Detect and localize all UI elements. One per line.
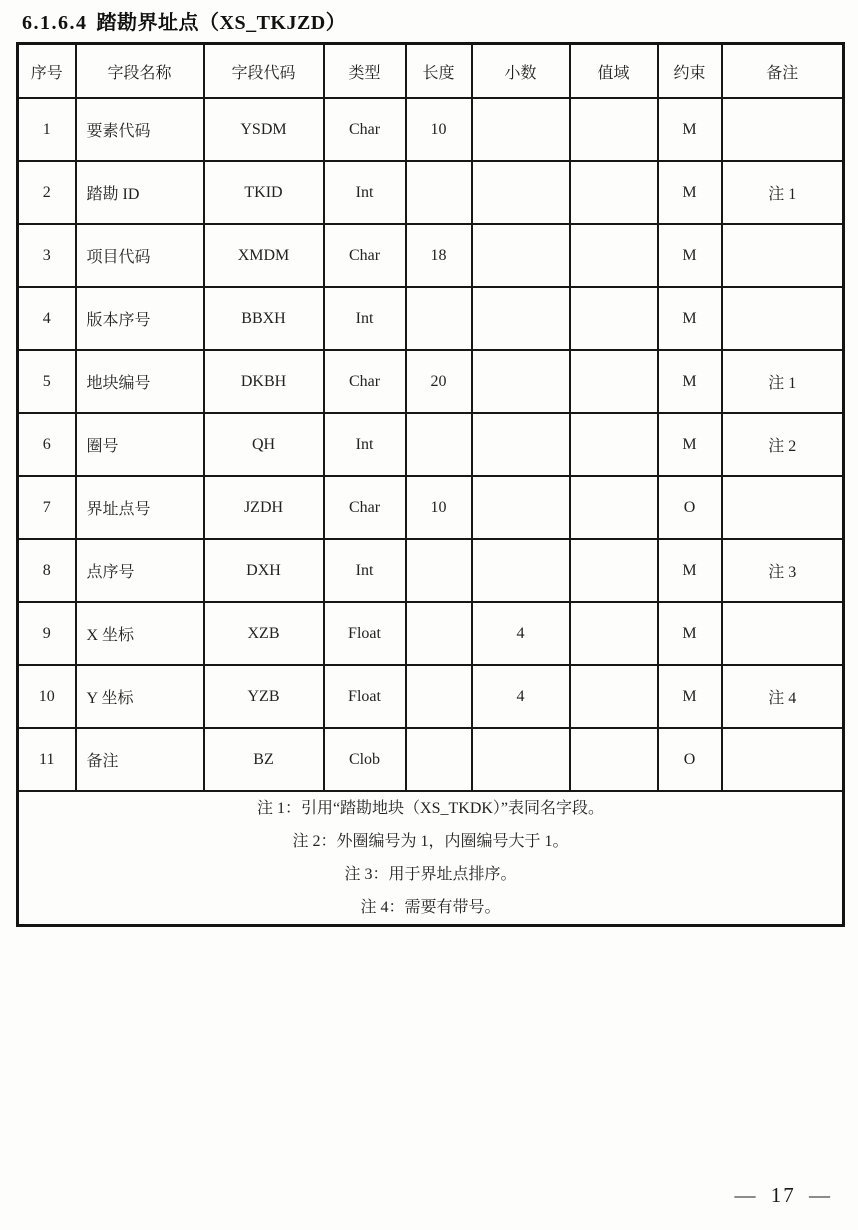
table-cell: 5	[18, 350, 76, 413]
table-row	[18, 98, 844, 161]
table-cell: Float	[324, 602, 406, 665]
table-row	[18, 665, 844, 728]
table-cell: Float	[324, 665, 406, 728]
section-title: 踏勘界址点（XS_TKJZD）	[96, 12, 347, 34]
table-cell: 地块编号	[76, 350, 204, 413]
field-definition-table	[16, 42, 845, 927]
table-cell: JZDH	[204, 476, 324, 539]
table-cell	[570, 350, 658, 413]
column-header: 序号	[18, 44, 76, 99]
column-header: 字段名称	[76, 44, 204, 99]
table-cell: Int	[324, 161, 406, 224]
note-line: 注 1：引用“踏勘地块（XS_TKDK）”表同名字段。	[256, 800, 605, 817]
table-cell: DKBH	[204, 350, 324, 413]
table-cell	[570, 602, 658, 665]
table-row	[18, 161, 844, 224]
table-cell: 界址点号	[76, 476, 204, 539]
table-row	[18, 350, 844, 413]
table-cell	[722, 224, 844, 287]
table-cell	[406, 728, 472, 791]
column-header: 小数	[472, 44, 570, 99]
table-cell: 注 4	[722, 665, 844, 728]
table-cell: 版本序号	[76, 287, 204, 350]
table-cell	[472, 350, 570, 413]
table-cell: Char	[324, 98, 406, 161]
table-row	[18, 602, 844, 665]
table-cell: M	[658, 602, 722, 665]
table-cell: Int	[324, 539, 406, 602]
table-cell	[472, 413, 570, 476]
table-cell	[406, 539, 472, 602]
table-cell: 8	[18, 539, 76, 602]
table-cell: 圈号	[76, 413, 204, 476]
table-row	[18, 224, 844, 287]
table-cell: 20	[406, 350, 472, 413]
table-cell: YSDM	[204, 98, 324, 161]
table-header-row	[18, 44, 844, 99]
table-cell	[472, 539, 570, 602]
table-row	[18, 728, 844, 791]
column-header: 备注	[722, 44, 844, 99]
column-header: 长度	[406, 44, 472, 99]
note-line: 注 4：需要有带号。	[360, 899, 501, 916]
table-cell	[406, 413, 472, 476]
table-cell: 备注	[76, 728, 204, 791]
table-cell: X 坐标	[76, 602, 204, 665]
table-cell: 10	[406, 476, 472, 539]
table-cell	[406, 665, 472, 728]
table-row	[18, 476, 844, 539]
table-cell: O	[658, 476, 722, 539]
table-cell: 10	[406, 98, 472, 161]
table-cell: DXH	[204, 539, 324, 602]
note-line: 注 3：用于界址点排序。	[344, 866, 517, 883]
column-header: 字段代码	[204, 44, 324, 99]
table-cell: 9	[18, 602, 76, 665]
table-row	[18, 413, 844, 476]
table-cell	[570, 476, 658, 539]
table-cell: M	[658, 287, 722, 350]
table-cell: QH	[204, 413, 324, 476]
section-heading	[22, 6, 346, 35]
table-cell	[722, 98, 844, 161]
table-cell: 18	[406, 224, 472, 287]
table-cell: 踏勘 ID	[76, 161, 204, 224]
table-cell: 4	[472, 602, 570, 665]
table-cell: XMDM	[204, 224, 324, 287]
table-cell: M	[658, 350, 722, 413]
table-cell: M	[658, 413, 722, 476]
table-cell: 3	[18, 224, 76, 287]
table-cell: BZ	[204, 728, 324, 791]
table-cell	[570, 161, 658, 224]
table-cell: Y 坐标	[76, 665, 204, 728]
table-cell: 要素代码	[76, 98, 204, 161]
table-cell: 11	[18, 728, 76, 791]
table-cell	[472, 728, 570, 791]
table-cell	[722, 287, 844, 350]
table-cell: Int	[324, 287, 406, 350]
table-row	[18, 539, 844, 602]
table-cell: 注 2	[722, 413, 844, 476]
table-cell	[722, 476, 844, 539]
table-cell: Char	[324, 476, 406, 539]
table-cell: M	[658, 161, 722, 224]
table-cell: 6	[18, 413, 76, 476]
table-cell: O	[658, 728, 722, 791]
table-cell: TKID	[204, 161, 324, 224]
table-cell: BBXH	[204, 287, 324, 350]
table-cell	[722, 728, 844, 791]
table-cell: 4	[18, 287, 76, 350]
table-cell	[570, 413, 658, 476]
table-cell	[406, 287, 472, 350]
table-cell: XZB	[204, 602, 324, 665]
table-cell	[570, 98, 658, 161]
table-cell: M	[658, 224, 722, 287]
table-cell: 注 1	[722, 350, 844, 413]
table-cell	[472, 161, 570, 224]
table-cell: 注 1	[722, 161, 844, 224]
table-cell: 2	[18, 161, 76, 224]
table-cell: 10	[18, 665, 76, 728]
table-cell: 7	[18, 476, 76, 539]
table-cell: M	[658, 539, 722, 602]
page-number: — 17 —	[734, 1183, 832, 1207]
section-number: 6.1.6.4	[22, 12, 88, 34]
table-cell	[472, 476, 570, 539]
notes-row	[18, 791, 844, 926]
table-cell: 1	[18, 98, 76, 161]
table-cell: M	[658, 98, 722, 161]
table-row	[18, 287, 844, 350]
table-cell: 注 3	[722, 539, 844, 602]
table-cell	[472, 287, 570, 350]
table-cell	[570, 665, 658, 728]
table-cell: Char	[324, 350, 406, 413]
table-cell: 4	[472, 665, 570, 728]
table-cell	[406, 602, 472, 665]
note-line: 注 2：外圈编号为 1，内圈编号大于 1。	[292, 833, 569, 850]
table-cell	[570, 539, 658, 602]
table-cell: 项目代码	[76, 224, 204, 287]
column-header: 值域	[570, 44, 658, 99]
table-cell	[570, 287, 658, 350]
table-cell: 点序号	[76, 539, 204, 602]
column-header: 约束	[658, 44, 722, 99]
table-cell	[570, 224, 658, 287]
table-cell	[406, 161, 472, 224]
table-cell: M	[658, 665, 722, 728]
notes-cell	[18, 791, 844, 926]
table-cell: Clob	[324, 728, 406, 791]
table-cell: Int	[324, 413, 406, 476]
table-cell: Char	[324, 224, 406, 287]
table-cell	[722, 602, 844, 665]
table-cell	[472, 98, 570, 161]
table-cell: YZB	[204, 665, 324, 728]
table-cell	[472, 224, 570, 287]
column-header: 类型	[324, 44, 406, 99]
table-cell	[570, 728, 658, 791]
